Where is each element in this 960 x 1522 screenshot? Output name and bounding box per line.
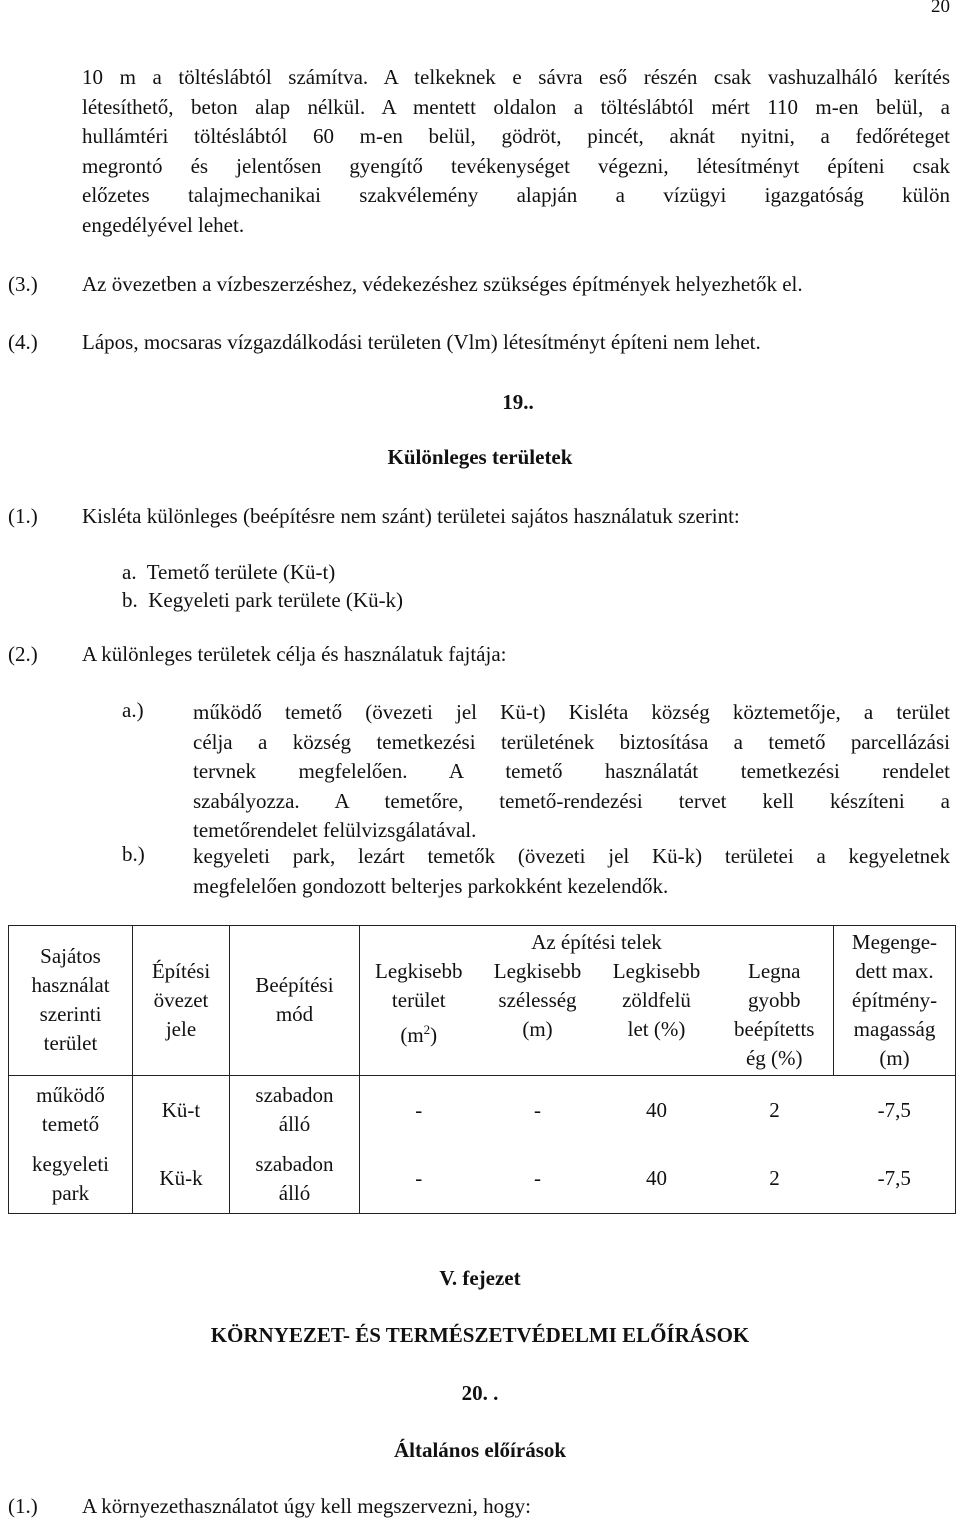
- sub-item-label: b.): [122, 842, 145, 866]
- table-row: kegyeleti park Kü-k szabadon álló - - 40 2 -7,5: [9, 1145, 956, 1213]
- text-line: előzetes talajmechanikai szakvélemény alapján a vízügyi igazgatóság külön: [82, 183, 950, 208]
- header-min-width: Legkisebb szélesség (m): [478, 957, 598, 1075]
- header-min-green: Legkisebb zöldfelü let (%): [598, 957, 716, 1075]
- header-group: Az építési telek: [360, 926, 834, 958]
- item-number: (4.): [8, 330, 38, 354]
- item-number: (1.): [8, 504, 38, 528]
- item-text: Lápos, mocsaras vízgazdálkodási területen (Vlm) létesítményt építeni nem lehet.: [82, 330, 761, 354]
- text-line: engedélyével lehet.: [82, 212, 245, 237]
- text-line: megrontó és jelentősen gyengítő tevékenységet végezni, létesítményt építeni csak: [82, 153, 950, 178]
- header-max-built: Legna gyobb beépítetts ég (%): [716, 957, 834, 1075]
- item-number: (2.): [8, 642, 38, 666]
- header-build-mode: Beépítési mód: [230, 926, 360, 1076]
- item-text: Kisléta különleges (beépítésre nem szánt) területei sajátos használatuk szerint:: [82, 504, 740, 528]
- text-line: célja a község temetkezési területének biztosítása a temető parcellázási: [193, 729, 950, 754]
- intro-paragraph: [82, 63, 950, 241]
- item-text: Az övezetben a vízbeszerzéshez, védekezéshez szükséges építmények helyezhetők el.: [82, 272, 803, 296]
- header-min-area: Legkisebb terület $(m^2)$: [360, 957, 478, 1075]
- text-line: tervnek megfelelően. A temető használatát temetkezési rendelet: [193, 759, 950, 784]
- text-line: hullámtéri töltéslábtól 60 m-en belül, gödröt, pincét, aknát nyitni, a fedőréteget: [82, 124, 950, 149]
- sub-item-label: a.): [122, 698, 144, 722]
- chapter-title: V. fejezet: [439, 1266, 521, 1290]
- chapter-subtitle: KÖRNYEZET- ÉS TERMÉSZETVÉDELMI ELŐÍRÁSOK: [210, 1323, 750, 1347]
- text-line: megfelelően gondozott belterjes parkokként kezelendők.: [193, 873, 669, 898]
- zoning-table: [8, 925, 956, 1214]
- item-number: (3.): [8, 272, 38, 296]
- sub-item-text: [193, 842, 950, 901]
- item-text: A különleges területek célja és használatuk fajtája:: [82, 642, 507, 666]
- table-row: működő temető Kü-t szabadon álló - - 40 2 -7,5: [9, 1075, 956, 1145]
- text-line: működő temető (övezeti jel Kü-t) Kisléta község köztemetője, a terület: [193, 700, 950, 724]
- text-line: kegyeleti park, lezárt temetők (övezeti jel Kü-k) területei a kegyeletnek: [193, 844, 950, 868]
- section-title: Általános előírások: [393, 1438, 567, 1462]
- section-title: Különleges területek: [387, 445, 573, 469]
- sub-item-text: [193, 698, 950, 846]
- item-text: A környezethasználatot úgy kell megszervezni, hogy:: [82, 1494, 532, 1518]
- page-number: 20: [931, 0, 950, 17]
- section-number: 20. .: [461, 1381, 499, 1405]
- section-number: 19..: [502, 390, 534, 414]
- header-zone-code: Építési övezet jele: [133, 926, 230, 1076]
- header-max-height: Megenge- dett max. építmény- magasság (m): [834, 926, 956, 1076]
- text-line: temetőrendelet felülvizsgálatával.: [193, 818, 477, 843]
- text-line: szabályozza. A temetőre, temető-rendezési tervet kell készíteni a: [193, 788, 950, 813]
- list-item: b. Kegyeleti park területe (Kü-k): [122, 588, 404, 612]
- list-item: a. Temető területe (Kü-t): [122, 560, 336, 584]
- text-line: 10 m a töltéslábtól számítva. A telkeknek e sávra eső részén csak vashuzalháló kerítés: [82, 65, 950, 89]
- text-line: létesíthető, beton alap nélkül. A mentett oldalon a töltéslábtól mért 110 m-en belül, a: [82, 94, 950, 119]
- header-use: Sajátos használat szerinti terület: [9, 926, 133, 1076]
- item-number: (1.): [8, 1494, 38, 1518]
